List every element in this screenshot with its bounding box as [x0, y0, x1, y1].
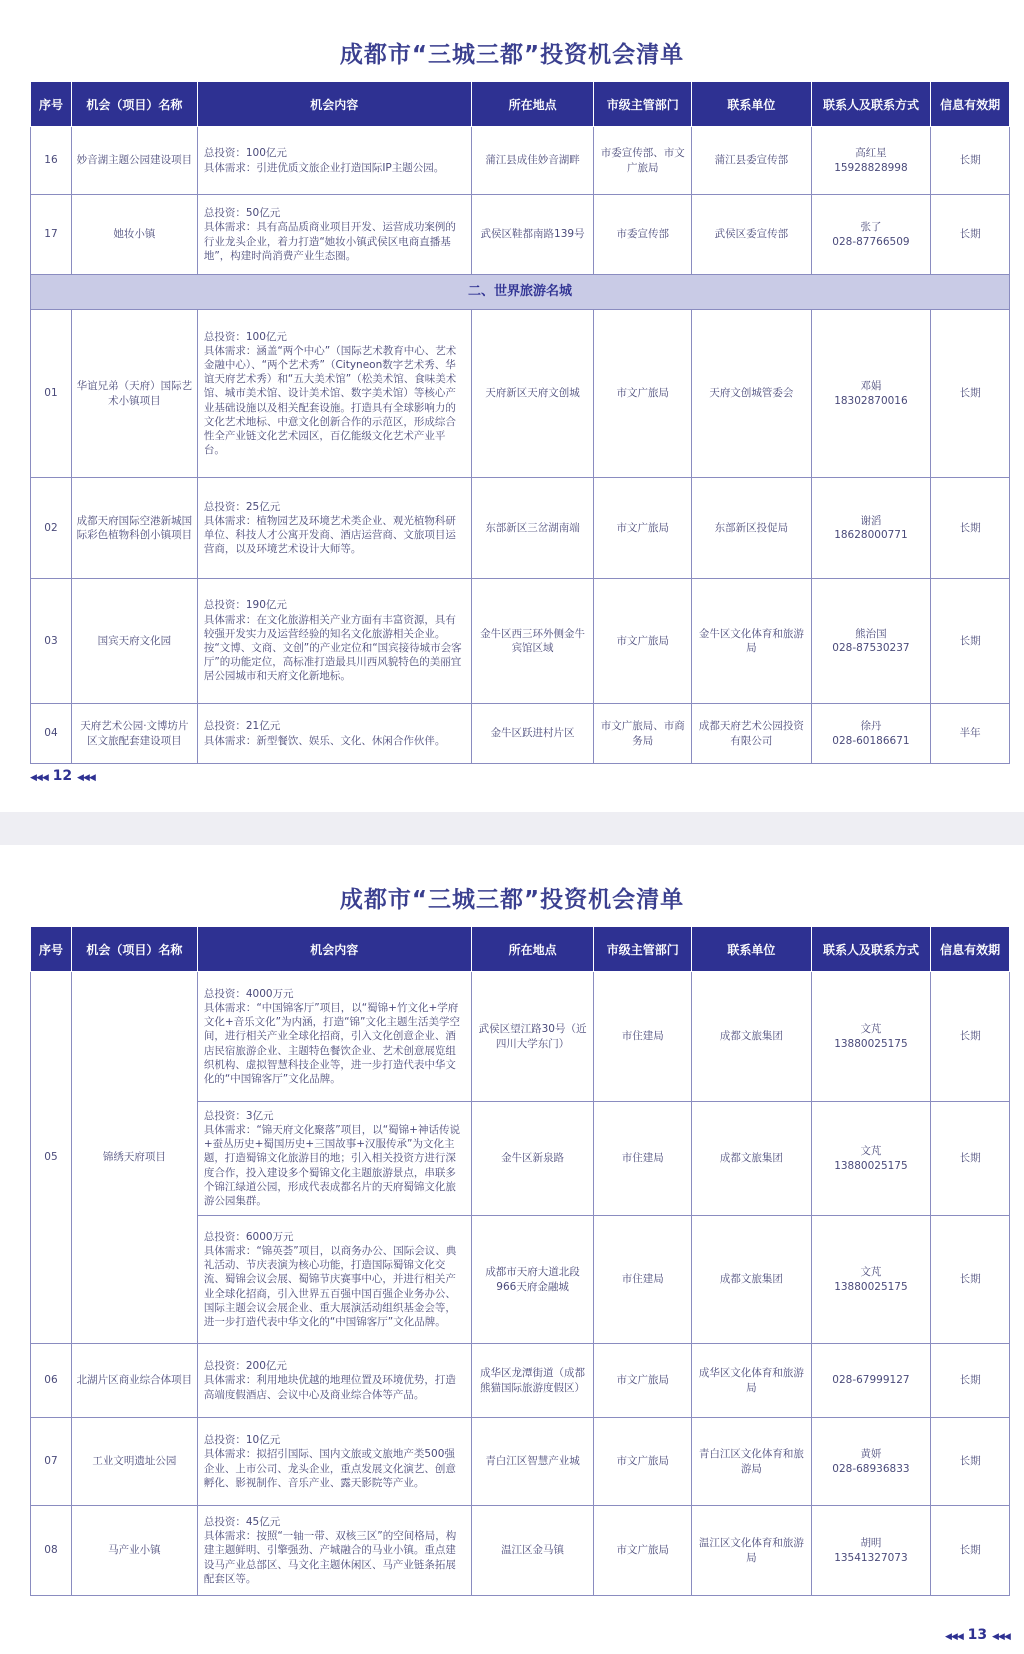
row-contact: 028-67999127 — [811, 1344, 931, 1418]
row-dept: 市委宣传部、市文广旅局 — [594, 127, 692, 195]
row-unit: 金牛区文化体育和旅游局 — [692, 579, 812, 704]
left-arrows-icon: ◀◀◀ — [945, 1632, 963, 1642]
row-name: 成都天府国际空港新城国际彩色植物科创小镇项目 — [71, 478, 197, 579]
header-name: 机会（项目）名称 — [71, 927, 197, 972]
row-dept: 市委宣传部 — [594, 195, 692, 275]
row-no: 04 — [31, 704, 72, 764]
row-contact: 文芃 13880025175 — [811, 972, 931, 1102]
row-location: 金牛区跃进村片区 — [471, 704, 594, 764]
page-13 — [0, 845, 1024, 1654]
header-no: 序号 — [31, 82, 72, 127]
header-content: 机会内容 — [197, 927, 471, 972]
header-location: 所在地点 — [471, 82, 594, 127]
left-arrows-icon: ◀◀◀ — [30, 773, 48, 783]
row-name: 她妆小镇 — [71, 195, 197, 275]
header-validity: 信息有效期 — [931, 82, 1010, 127]
row-content: 总投资：3亿元 具体需求：“锦天府文化聚落”项目，以“蜀锦+神话传说+蚕丛历史+蜀国历史+三国故事+汉服传承”为文化主题，打造蜀锦文化旅游目的地；引入相关投资方进行深度合作，投入建设多个蜀锦文化主题旅游景点，串联多个锦江绿道公园，形成代表成都名片的天府蜀锦文化旅游公园集群。 — [197, 1102, 471, 1216]
row-contact: 文芃 13880025175 — [811, 1102, 931, 1216]
row-name: 锦绣天府项目 — [71, 972, 197, 1344]
row-content: 总投资：10亿元 具体需求：拟招引国际、国内文旅或文旅地产类500强企业、上市公司、龙头企业，重点发展文化演艺、创意孵化、影视制作、音乐产业、露天影院等产业。 — [197, 1418, 471, 1506]
row-dept: 市文广旅局 — [594, 579, 692, 704]
row-unit: 成都文旅集团 — [692, 1102, 812, 1216]
row-name: 马产业小镇 — [71, 1506, 197, 1596]
row-content: 总投资：100亿元 具体需求：引进优质文旅企业打造国际IP主题公园。 — [197, 127, 471, 195]
row-unit: 青白江区文化体育和旅游局 — [692, 1418, 812, 1506]
row-validity: 长期 — [931, 195, 1010, 275]
table-row — [31, 1418, 1010, 1506]
row-location: 武侯区望江路30号（近四川大学东门） — [471, 972, 594, 1102]
row-location: 温江区金马镇 — [471, 1506, 594, 1596]
row-dept: 市住建局 — [594, 1102, 692, 1216]
document-title: 成都市“三城三都”投资机会清单 — [339, 887, 685, 913]
row-contact: 张了 028-87766509 — [811, 195, 931, 275]
row-validity: 长期 — [931, 310, 1010, 478]
row-validity: 长期 — [931, 127, 1010, 195]
row-unit: 温江区文化体育和旅游局 — [692, 1506, 812, 1596]
row-validity: 长期 — [931, 1418, 1010, 1506]
row-validity: 长期 — [931, 972, 1010, 1102]
row-validity: 长期 — [931, 1344, 1010, 1418]
row-unit: 成华区文化体育和旅游局 — [692, 1344, 812, 1418]
row-unit: 成都文旅集团 — [692, 972, 812, 1102]
opportunity-table — [30, 81, 1010, 764]
document-title: 成都市“三城三都”投资机会清单 — [339, 42, 685, 68]
row-location: 成都市天府大道北段966天府金融城 — [471, 1216, 594, 1344]
header-location: 所在地点 — [471, 927, 594, 972]
row-content: 总投资：50亿元 具体需求：具有高品质商业项目开发、运营成功案例的行业龙头企业，着力打造“她妆小镇武侯区电商直播基地”，构建时尚消费产业生态圈。 — [197, 195, 471, 275]
row-contact: 熊治国 028-87530237 — [811, 579, 931, 704]
row-contact: 徐丹 028-60186671 — [811, 704, 931, 764]
page-number — [30, 768, 95, 784]
row-dept: 市文广旅局、市商务局 — [594, 704, 692, 764]
row-validity: 长期 — [931, 579, 1010, 704]
row-location: 成华区龙潭街道（成都熊猫国际旅游度假区） — [471, 1344, 594, 1418]
row-name: 国宾天府文化园 — [71, 579, 197, 704]
row-unit: 成都文旅集团 — [692, 1216, 812, 1344]
row-validity: 长期 — [931, 1216, 1010, 1344]
row-validity: 长期 — [931, 1506, 1010, 1596]
row-dept: 市住建局 — [594, 1216, 692, 1344]
table-row — [31, 478, 1010, 579]
header-name: 机会（项目）名称 — [71, 82, 197, 127]
row-dept: 市文广旅局 — [594, 478, 692, 579]
row-contact: 高红星 15928828998 — [811, 127, 931, 195]
row-name: 工业文明遗址公园 — [71, 1418, 197, 1506]
header-content: 机会内容 — [197, 82, 471, 127]
row-no: 07 — [31, 1418, 72, 1506]
header-dept: 市级主管部门 — [594, 82, 692, 127]
row-unit: 天府文创城管委会 — [692, 310, 812, 478]
row-content: 总投资：45亿元 具体需求：按照“一轴一带、双核三区”的空间格局，构建主题鲜明、引擎强劲、产城融合的马业小镇。重点建设马产业总部区、马文化主题休闲区、马产业链条拓展配套区等。 — [197, 1506, 471, 1596]
table-row — [31, 579, 1010, 704]
row-no: 01 — [31, 310, 72, 478]
row-no: 17 — [31, 195, 72, 275]
row-name: 北湖片区商业综合体项目 — [71, 1344, 197, 1418]
row-location: 东部新区三岔湖南端 — [471, 478, 594, 579]
header-no: 序号 — [31, 927, 72, 972]
row-validity: 长期 — [931, 478, 1010, 579]
header-dept: 市级主管部门 — [594, 927, 692, 972]
row-dept: 市文广旅局 — [594, 310, 692, 478]
left-arrows-icon: ◀◀◀ — [77, 773, 95, 783]
header-unit: 联系单位 — [692, 927, 812, 972]
page-number-value: 13 — [967, 1627, 988, 1643]
row-no: 08 — [31, 1506, 72, 1596]
row-content: 总投资：25亿元 具体需求：植物园艺及环境艺术类企业、观光植物科研单位、科技人才公寓开发商、酒店运营商、文旅项目运营商，以及环境艺术设计大师等。 — [197, 478, 471, 579]
row-location: 天府新区天府文创城 — [471, 310, 594, 478]
row-unit: 成都天府艺术公园投资有限公司 — [692, 704, 812, 764]
table-row — [31, 1344, 1010, 1418]
header-contact: 联系人及联系方式 — [811, 82, 931, 127]
section-row — [31, 275, 1010, 310]
row-contact: 文芃 13880025175 — [811, 1216, 931, 1344]
row-name: 天府艺术公园·文博坊片区文旅配套建设项目 — [71, 704, 197, 764]
row-content: 总投资：100亿元 具体需求：涵盖“两个中心”（国际艺术教育中心、艺术金融中心）、“两个艺术秀”（Cityneon数字艺术秀、华谊天府艺术秀）和“五大美术馆”（松美术馆、食味美术馆、城市美术馆、设计美术馆、数字美术馆）等核心产业基础设施以及相关配套设施。打造具有全球影响力的文化艺术地标、中意文化创新合作的示范区，形成综合性全产业链文化艺术园区，百亿能级文化艺术产业平台。 — [197, 310, 471, 478]
row-validity: 长期 — [931, 1102, 1010, 1216]
table-row — [31, 972, 1010, 1102]
table-row — [31, 704, 1010, 764]
page-number — [945, 1627, 1010, 1643]
row-unit: 东部新区投促局 — [692, 478, 812, 579]
row-unit: 武侯区委宣传部 — [692, 195, 812, 275]
table-row — [31, 127, 1010, 195]
table-row — [31, 195, 1010, 275]
row-location: 蒲江县成佳妙音湖畔 — [471, 127, 594, 195]
row-name: 华谊兄弟（天府）国际艺术小镇项目 — [71, 310, 197, 478]
row-content: 总投资：6000万元 具体需求：“锦英荟”项目，以商务办公、国际会议、典礼活动、节庆表演为核心功能，打造国际蜀锦文化交流、蜀锦会议会展、蜀锦节庆赛事中心，并进行相关产业全球化招商，引入世界五百强中国百强企业务办公、国际主题会议会展企业、重大展演活动组织基金会等，进一步打造代表中华文化的“中国锦客厅”文化品牌。 — [197, 1216, 471, 1344]
row-contact: 黄妍 028-68936833 — [811, 1418, 931, 1506]
row-dept: 市住建局 — [594, 972, 692, 1102]
row-dept: 市文广旅局 — [594, 1418, 692, 1506]
row-location: 金牛区新泉路 — [471, 1102, 594, 1216]
row-content: 总投资：190亿元 具体需求：在文化旅游相关产业方面有丰富资源，具有较强开发实力及运营经验的知名文化旅游相关企业。按“文博、文商、文创”的产业定位和“国宾接待城市会客厅”的功能定位，高标准打造最具川西风貌特色的美丽宜居公园城市和天府文化新地标。 — [197, 579, 471, 704]
opportunity-table — [30, 926, 1010, 1596]
page-separator — [0, 812, 1024, 845]
row-content: 总投资：4000万元 具体需求：“中国锦客厅”项目，以“蜀锦+竹文化+学府文化+音乐文化”为内涵，打造“锦”文化主题生活美学空间，进行相关产业全球化招商，引入文化创意企业、酒店民宿旅游企业、主题特色餐饮企业、艺术创意展览组织机构、虚拟智慧科技企业等，进一步打造代表中华文化的“中国锦客厅”文化品牌。 — [197, 972, 471, 1102]
row-no: 06 — [31, 1344, 72, 1418]
page-12 — [0, 0, 1024, 812]
table-header-row — [31, 927, 1010, 972]
table-header-row — [31, 82, 1010, 127]
row-location: 金牛区西三环外侧金牛宾馆区域 — [471, 579, 594, 704]
row-location: 武侯区鞋都南路139号 — [471, 195, 594, 275]
left-arrows-icon: ◀◀◀ — [992, 1632, 1010, 1642]
table-row — [31, 1506, 1010, 1596]
row-dept: 市文广旅局 — [594, 1506, 692, 1596]
row-location: 青白江区智慧产业城 — [471, 1418, 594, 1506]
row-contact: 谢滔 18628000771 — [811, 478, 931, 579]
row-content: 总投资：21亿元 具体需求：新型餐饮、娱乐、文化、休闲合作伙伴。 — [197, 704, 471, 764]
row-no: 03 — [31, 579, 72, 704]
header-contact: 联系人及联系方式 — [811, 927, 931, 972]
table-row — [31, 310, 1010, 478]
row-name: 妙音湖主题公园建设项目 — [71, 127, 197, 195]
row-no: 16 — [31, 127, 72, 195]
page-number-value: 12 — [52, 768, 73, 784]
row-no: 05 — [31, 972, 72, 1344]
header-unit: 联系单位 — [692, 82, 812, 127]
row-contact: 胡明 13541327073 — [811, 1506, 931, 1596]
row-content: 总投资：200亿元 具体需求：利用地块优越的地理位置及环境优势，打造高端度假酒店、会议中心及商业综合体等产品。 — [197, 1344, 471, 1418]
section-title: 二、世界旅游名城 — [31, 275, 1010, 310]
row-dept: 市文广旅局 — [594, 1344, 692, 1418]
row-no: 02 — [31, 478, 72, 579]
header-validity: 信息有效期 — [931, 927, 1010, 972]
row-validity: 半年 — [931, 704, 1010, 764]
row-unit: 蒲江县委宣传部 — [692, 127, 812, 195]
row-contact: 邓娟 18302870016 — [811, 310, 931, 478]
